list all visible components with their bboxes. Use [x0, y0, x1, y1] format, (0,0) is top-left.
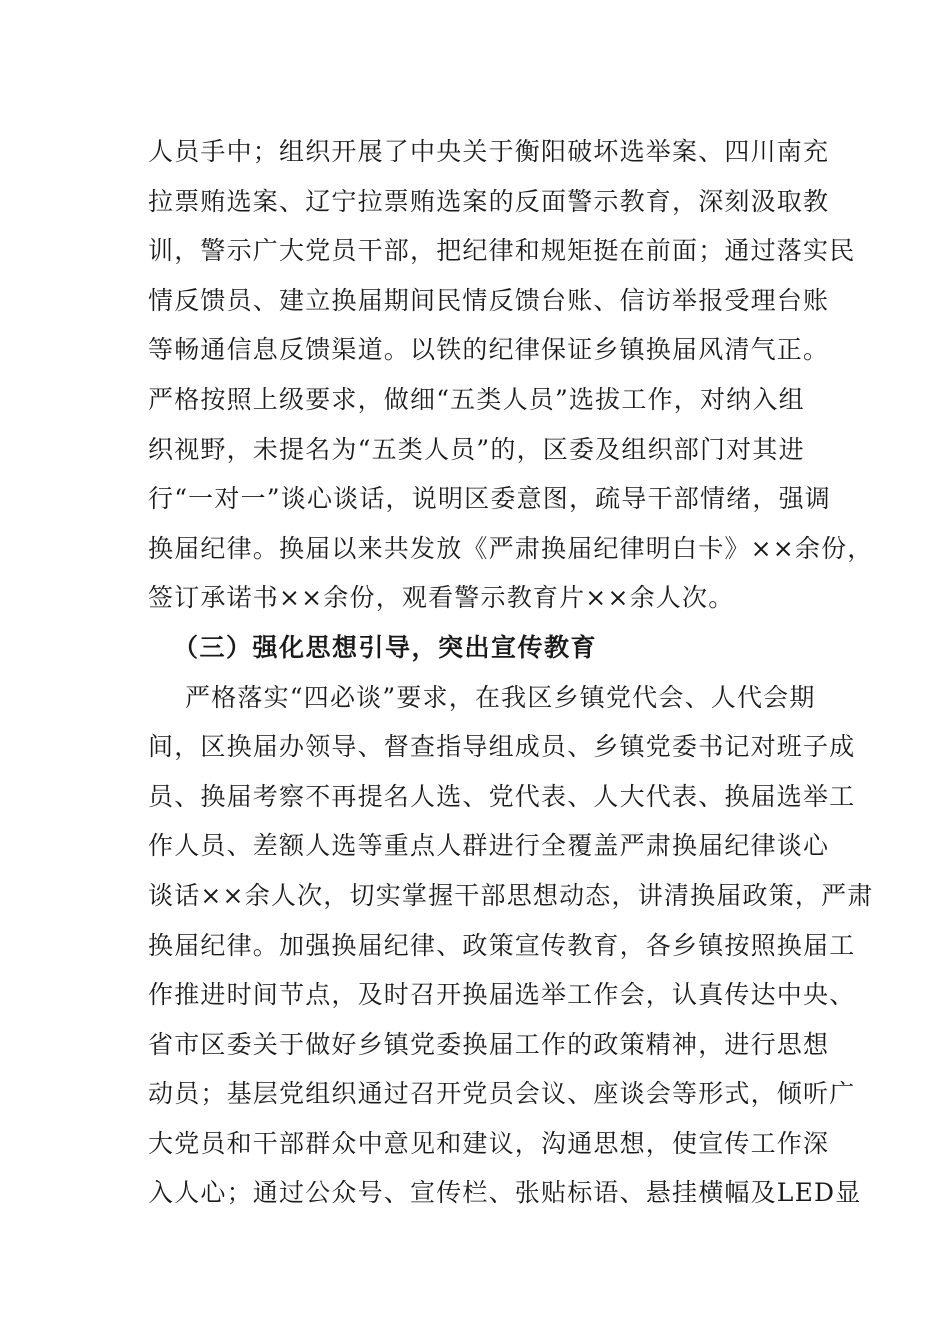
paragraph-line: 入人心；通过公众号、宣传栏、张贴标语、悬挂横幅及LED显 — [148, 1178, 862, 1208]
paragraph-line: 省市区委关于做好乡镇党委换届工作的政策精神，进行思想 — [148, 1029, 830, 1059]
paragraph-line: 签订承诺书××余份，观看警示教育片××余人次。 — [148, 583, 735, 613]
paragraph-line: 严格按照上级要求，做细“五类人员”选拔工作，对纳入组 — [148, 384, 805, 414]
paragraph-line: 换届纪律。加强换届纪律、政策宣传教育，各乡镇按照换届工 — [148, 930, 856, 960]
paragraph-line: 换届纪律。换届以来共发放《严肃换届纪律明白卡》××余份， — [148, 533, 874, 563]
paragraph-line: 行“一对一”谈心谈话，说明区委意图，疏导干部情绪，强调 — [148, 484, 831, 514]
paragraph-line: 严格落实“四必谈”要求，在我区乡镇党代会、人代会期 — [185, 682, 816, 712]
paragraph-line: 间，区换届办领导、督查指导组成员、乡镇党委书记对班子成 — [148, 732, 856, 762]
paragraph-line: 织视野，未提名为“五类人员”的，区委及组织部门对其进 — [148, 434, 805, 464]
paragraph-line: 动员；基层党组织通过召开党员会议、座谈会等形式，倾听广 — [148, 1079, 856, 1109]
paragraph-line: 作人员、差额人选等重点人群进行全覆盖严肃换届纪律谈心 — [148, 831, 830, 861]
paragraph-line: 人员手中；组织开展了中央关于衡阳破坏选举案、四川南充 — [148, 137, 830, 166]
paragraph-line: 训，警示广大党员干部，把纪律和规矩挺在前面；通过落实民 — [148, 236, 856, 266]
document-body — [148, 127, 874, 1218]
paragraph-line: 等畅通信息反馈渠道。以铁的纪律保证乡镇换届风清气正。 — [148, 335, 830, 365]
paragraph-line: 员、换届考察不再提名人选、党代表、人大代表、换届选举工 — [148, 781, 856, 811]
paragraph-line: 情反馈员、建立换届期间民情反馈台账、信访举报受理台账 — [148, 285, 830, 315]
paragraph-line: 拉票贿选案、辽宁拉票贿选案的反面警示教育，深刻汲取教 — [148, 186, 830, 216]
paragraph-line: 大党员和干部群众中意见和建议，沟通思想，使宣传工作深 — [148, 1128, 830, 1158]
section-heading: （三）强化思想引导，突出宣传教育 — [173, 632, 598, 662]
paragraph-line: 谈话××余人次，切实掌握干部思想动态，讲清换届政策，严肃 — [148, 880, 874, 910]
paragraph-line: 作推进时间节点，及时召开换届选举工作会，认真传达中央、 — [148, 980, 856, 1010]
